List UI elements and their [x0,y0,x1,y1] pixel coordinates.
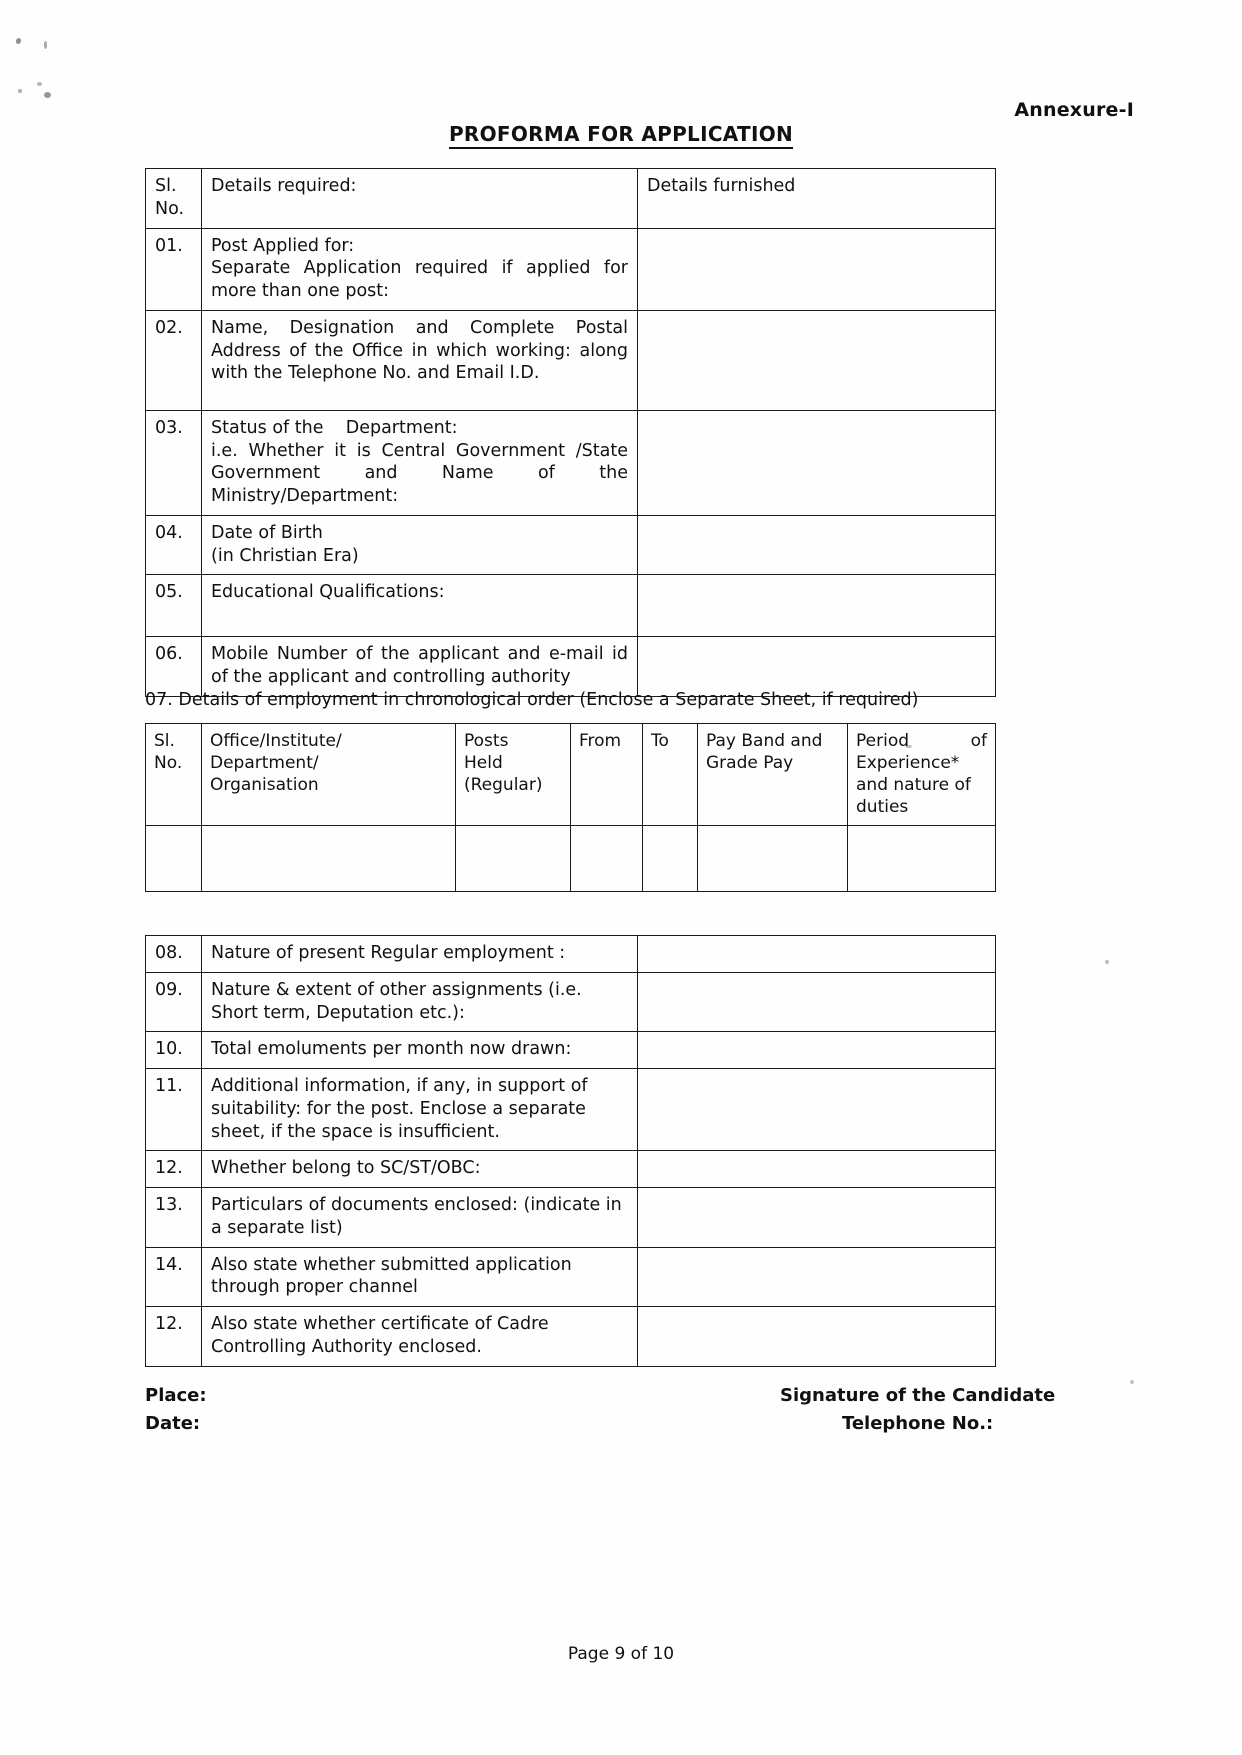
table-header-row [146,724,996,826]
scan-artifact [1130,1380,1134,1384]
column-header-line: and nature of [856,775,971,796]
column-header-line: duties [856,797,909,818]
row-line: Educational Qualifications: [211,582,445,603]
row-answer[interactable] [638,1188,996,1248]
cell-office[interactable] [202,826,456,892]
row-label: Also state whether certificate of Cadre Controlling Authority enclosed. [202,1307,638,1367]
scan-artifact [44,92,51,98]
cell-pay-band[interactable] [698,826,848,892]
place-label: Place: [145,1385,207,1406]
table-row [146,1307,996,1367]
row-sl-no: 13. [146,1188,202,1248]
scan-artifact [15,37,22,44]
cell-period[interactable] [848,826,996,892]
row-details-furnished[interactable] [638,410,996,515]
row-sl-no: 03. [146,410,202,515]
column-header-line: Pay Band and [706,731,823,751]
date-label: Date: [145,1412,201,1434]
column-header-posts-held [456,724,571,826]
additional-details-table [145,935,996,1367]
row-answer[interactable] [638,936,996,973]
column-header-line: (Regular) [464,775,543,796]
column-header-sl-line1: Sl. [154,731,175,751]
row-line: Post Applied for: [211,235,355,256]
row-line: Status of the Department: [211,417,458,438]
row-answer[interactable] [638,1032,996,1069]
scan-artifact [37,82,42,86]
employment-section-caption: 07. Details of employment in chronological order (Enclose a Separate Sheet, if required) [145,690,919,710]
row-sl-no: 05. [146,575,202,637]
cell-to[interactable] [643,826,698,892]
page-title [0,122,1242,146]
page-number-footer: Page 9 of 10 [567,1644,675,1664]
row-answer[interactable] [638,1069,996,1151]
row-details-furnished[interactable] [638,515,996,575]
column-header-sl-line2: No. [154,753,183,774]
table-row [146,1032,996,1069]
table-row [146,575,996,637]
row-sl-no: 14. [146,1247,202,1307]
annexure-label: Annexure-I [1014,99,1134,121]
table-row [146,972,996,1032]
column-header-sl-line2: No. [155,198,185,219]
row-details-required [202,228,638,310]
row-answer[interactable] [638,1307,996,1367]
column-header-sl-no [146,724,202,826]
telephone-label: Telephone No.: [841,1412,994,1434]
column-header-line: Organisation [210,775,319,796]
row-details-required [202,310,638,410]
column-header-details-furnished: Details furnished [638,169,996,229]
row-details-furnished[interactable] [638,228,996,310]
row-sl-no: 12. [146,1307,202,1367]
row-label: Additional information, if any, in support of suitability: for the post. Enclose a separate sheet, if the space is insufficient. [202,1069,638,1151]
page-title-text: PROFORMA FOR APPLICATION [449,122,793,149]
place-date-group [145,1382,207,1438]
signature-of-candidate-label: Signature of the Candidate [780,1385,1056,1406]
row-label: Also state whether submitted application through proper channel [202,1247,638,1307]
row-line: i.e. Whether it is Central Government /State Government and Name of the Ministry/Department: [211,440,628,506]
column-header-period-experience [848,724,996,826]
column-header-to: To [643,724,698,826]
column-header-line: Department/ [210,753,319,774]
row-label: Total emoluments per month now drawn: [202,1032,638,1069]
row-line: Date of Birth [211,522,323,543]
row-line: Name, Designation and Complete Postal Address of the Office in which working: along with the Telephone No. and Email I.D. [211,317,628,384]
table-row [146,1188,996,1248]
table-row [146,228,996,310]
row-details-required [202,410,638,515]
row-label: Nature & extent of other assignments (i.e. Short term, Deputation etc.): [202,972,638,1032]
column-header-line: Experience* [856,753,960,774]
row-line: Separate Application required if applied for more than one post: [211,258,628,301]
column-header-sl-line1: Sl. [155,176,177,196]
row-details-required [202,515,638,575]
row-answer[interactable] [638,972,996,1032]
scan-artifact [44,41,47,49]
column-header-sl-no [146,169,202,229]
table-row [146,637,996,697]
row-details-furnished[interactable] [638,575,996,637]
details-required-table [145,168,996,697]
cell-sl-no[interactable] [146,826,202,892]
column-header-details-required: Details required: [202,169,638,229]
candidate-signature-group [780,1382,1055,1438]
row-answer[interactable] [638,1247,996,1307]
row-sl-no: 09. [146,972,202,1032]
row-sl-no: 08. [146,936,202,973]
column-header-period-word: Period [856,731,910,751]
row-label: Particulars of documents enclosed: (indicate in a separate list) [202,1188,638,1248]
row-sl-no: 02. [146,310,202,410]
table-row [146,1069,996,1151]
table-row [146,936,996,973]
row-line: (in Christian Era) [211,545,359,566]
employment-details-table [145,723,996,892]
table-row [146,1247,996,1307]
column-header-of-word: of [970,731,987,751]
table-header-row [146,169,996,229]
column-header-line: Office/Institute/ [210,731,342,751]
table-row [146,1151,996,1188]
row-sl-no: 01. [146,228,202,310]
cell-posts-held[interactable] [456,826,571,892]
row-line: Mobile Number of the applicant and e-mail id of the applicant and controlling authority [211,644,628,687]
row-sl-no: 06. [146,637,202,697]
row-details-furnished[interactable] [638,637,996,697]
row-label: Nature of present Regular employment : [202,936,638,973]
scan-artifact [18,89,22,93]
column-header-line: Held [464,753,503,774]
table-row [146,310,996,410]
column-header-office [202,724,456,826]
row-sl-no: 10. [146,1032,202,1069]
row-answer[interactable] [638,1151,996,1188]
scan-artifact [1105,960,1109,964]
table-row [146,410,996,515]
table-row [146,515,996,575]
row-details-required [202,637,638,697]
column-header-line: Grade Pay [706,753,794,774]
row-details-required [202,575,638,637]
row-sl-no: 04. [146,515,202,575]
row-sl-no: 11. [146,1069,202,1151]
column-header-line [856,730,987,752]
row-label: Whether belong to SC/ST/OBC: [202,1151,638,1188]
cell-from[interactable] [571,826,643,892]
table-row [146,826,996,892]
column-header-line: Posts [464,731,509,751]
row-sl-no: 12. [146,1151,202,1188]
row-details-furnished[interactable] [638,310,996,410]
column-header-pay-band [698,724,848,826]
column-header-from: From [571,724,643,826]
